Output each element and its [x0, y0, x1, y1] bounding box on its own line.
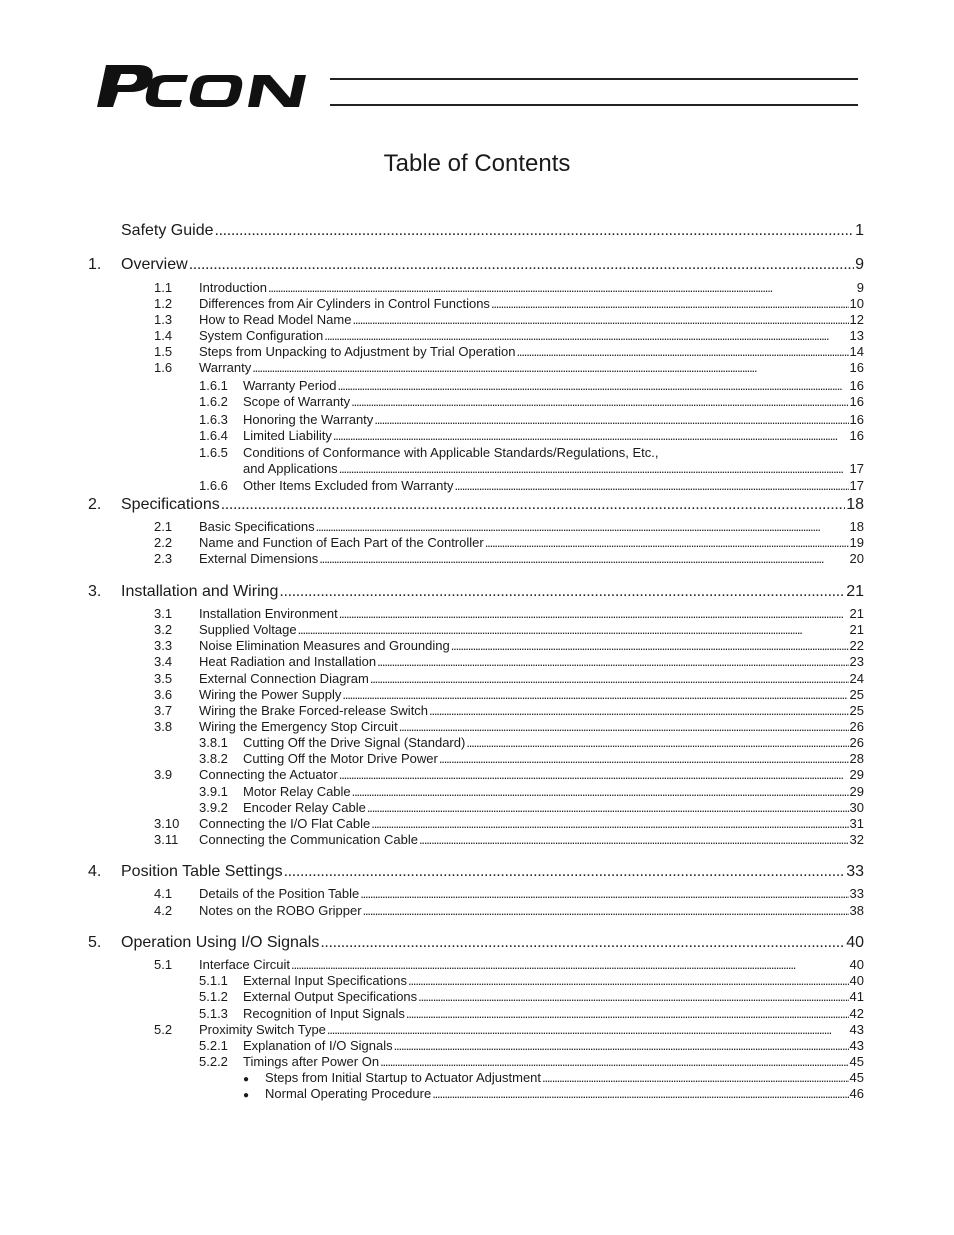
toc-entry-title: External Connection Diagram — [199, 671, 369, 686]
toc-entry-page: 19 — [849, 535, 864, 550]
toc-entry-number: 3.8 — [154, 719, 173, 734]
dot-leader — [339, 461, 849, 476]
toc-entry[interactable] — [154, 1022, 864, 1037]
toc-entry-title: Cutting Off the Drive Signal (Standard) — [243, 735, 466, 750]
toc-entry-page: 25 — [849, 687, 864, 702]
dot-leader — [279, 583, 845, 601]
toc-entry[interactable] — [154, 671, 864, 686]
toc-entry-title: Normal Operating Procedure — [265, 1086, 432, 1101]
toc-entry-title: Differences from Air Cylinders in Control Functions — [199, 296, 490, 311]
toc-entry-title: Steps from Unpacking to Adjustment by Trial Operation — [199, 344, 516, 359]
toc-entry-page: 18 — [849, 519, 864, 534]
toc-entry[interactable] — [154, 280, 864, 295]
dot-leader — [360, 886, 848, 901]
toc-entry-number: 3.3 — [154, 638, 173, 653]
toc-entry-number: 4. — [88, 863, 102, 880]
toc-entry[interactable] — [88, 863, 864, 881]
toc-entry-number: 1.6.2 — [199, 394, 228, 409]
toc-entry-page: 33 — [846, 863, 864, 880]
dot-leader — [327, 1022, 849, 1037]
toc-entry[interactable] — [199, 1006, 864, 1021]
toc-entry-number: 3.8.1 — [199, 735, 228, 750]
toc-entry-title: Encoder Relay Cable — [243, 800, 366, 815]
toc-entry-number: 3.4 — [154, 654, 173, 669]
toc-entry-title: Connecting the Communication Cable — [199, 832, 418, 847]
toc-entry-number: 5.1.1 — [199, 973, 228, 988]
toc-entry[interactable] — [154, 328, 864, 343]
toc-entry-title: Wiring the Brake Forced-release Switch — [199, 703, 429, 718]
dot-leader — [370, 671, 849, 686]
toc-entry[interactable] — [199, 1038, 864, 1053]
toc-entry-title: External Dimensions — [199, 551, 319, 566]
toc-entry-title: Installation Environment — [199, 606, 338, 621]
toc-entry-title: Explanation of I/O Signals — [243, 1038, 393, 1053]
toc-entry[interactable] — [154, 767, 864, 782]
toc-entry[interactable] — [88, 256, 864, 274]
toc-entry-number: 1.6.4 — [199, 428, 228, 443]
toc-entry[interactable] — [199, 800, 864, 815]
toc-entry-number: 5.1 — [154, 957, 173, 972]
toc-entry-number: 3.8.2 — [199, 751, 228, 766]
toc-entry-title: Noise Elimination Measures and Grounding — [199, 638, 450, 653]
bullet-icon: ● — [243, 1074, 250, 1085]
toc-entry-number: 2.2 — [154, 535, 173, 550]
toc-entry-number: 3.2 — [154, 622, 173, 637]
dot-leader — [342, 687, 848, 702]
toc-entry-page: 9 — [855, 256, 864, 273]
toc-entry[interactable] — [154, 638, 864, 653]
toc-entry-number: 5.2.2 — [199, 1054, 228, 1069]
toc-entry-title: Limited Liability — [243, 428, 332, 443]
toc-entry-title: Warranty — [199, 360, 252, 375]
toc-entry-title: Installation and Wiring — [121, 583, 279, 600]
toc-entry-title: and Applications — [243, 461, 338, 476]
toc-entry[interactable] — [199, 478, 864, 493]
toc-entry-title: Connecting the Actuator — [199, 767, 338, 782]
toc-entry[interactable] — [243, 1070, 864, 1085]
toc-entry[interactable] — [154, 687, 864, 702]
toc-entry-number: 1.6.6 — [199, 478, 228, 493]
toc-entry-title: Conditions of Conformance with Applicable Standards/Regulations, Etc., — [243, 445, 659, 460]
dot-leader — [291, 957, 848, 972]
dot-leader — [324, 328, 848, 343]
toc-entry-title: Notes on the ROBO Gripper — [199, 903, 362, 918]
toc-entry-title: Recognition of Input Signals — [243, 1006, 405, 1021]
toc-entry[interactable] — [199, 394, 864, 409]
dot-leader — [298, 622, 849, 637]
dot-leader — [221, 496, 845, 514]
toc-entry-title: Operation Using I/O Signals — [121, 934, 320, 951]
toc-entry-page: 33 — [849, 886, 864, 901]
toc-entry-page: 25 — [849, 703, 864, 718]
dot-leader — [419, 832, 849, 847]
toc-entry-number: 5.1.3 — [199, 1006, 228, 1021]
toc-entry-title: Basic Specifications — [199, 519, 315, 534]
toc-entry-number: 1.2 — [154, 296, 173, 311]
toc-entry-number: 5. — [88, 934, 102, 951]
dot-leader — [408, 973, 848, 988]
toc-entry-number: 1.6.5 — [199, 445, 228, 460]
toc-entry-number: 1.6.1 — [199, 378, 228, 393]
toc-entry[interactable] — [88, 222, 864, 240]
toc-entry-number: 5.2 — [154, 1022, 173, 1037]
toc-entry-page: 32 — [849, 832, 864, 847]
dot-leader — [491, 296, 849, 311]
toc-entry[interactable] — [154, 832, 864, 847]
toc-entry-title: Motor Relay Cable — [243, 784, 351, 799]
toc-entry-page: 14 — [849, 344, 864, 359]
toc-entry-title: Overview — [121, 256, 188, 273]
toc-entry[interactable] — [154, 703, 864, 718]
dot-leader — [367, 800, 849, 815]
toc-entry[interactable] — [154, 344, 864, 359]
toc-entry-title: Introduction — [199, 280, 267, 295]
toc-entry-title: Steps from Initial Startup to Actuator Adjustment — [265, 1070, 542, 1085]
toc-entry-page: 42 — [849, 1006, 864, 1021]
toc-entry-page: 29 — [849, 767, 864, 782]
toc-entry-title: Heat Radiation and Installation — [199, 654, 377, 669]
toc-entry[interactable] — [88, 583, 864, 601]
toc-entry-page: 46 — [849, 1086, 864, 1101]
dot-leader — [394, 1038, 849, 1053]
toc-entry-page: 22 — [849, 638, 864, 653]
toc-entry[interactable] — [154, 360, 864, 375]
toc-entry-page: 31 — [849, 816, 864, 831]
toc-entry-title: Details of the Position Table — [199, 886, 360, 901]
toc-entry-page: 28 — [849, 751, 864, 766]
dot-leader — [380, 1054, 848, 1069]
toc-entry[interactable] — [154, 622, 864, 637]
toc-entry[interactable] — [243, 461, 864, 476]
toc-entry[interactable] — [154, 816, 864, 831]
toc-entry-title: External Input Specifications — [243, 973, 408, 988]
toc-entry-title: Safety Guide — [121, 222, 214, 239]
toc-entry-page: 16 — [849, 360, 864, 375]
toc-entry-title: Warranty Period — [243, 378, 337, 393]
toc-entry[interactable] — [154, 957, 864, 972]
toc-entry-page: 13 — [849, 328, 864, 343]
toc-entry-number: 2. — [88, 496, 102, 513]
toc-entry-page: 20 — [849, 551, 864, 566]
toc-entry-number: 1.6.3 — [199, 412, 228, 427]
toc-entry-number: 1.5 — [154, 344, 173, 359]
dot-leader — [542, 1070, 849, 1085]
toc-entry-page: 21 — [849, 622, 864, 637]
dot-leader — [268, 280, 856, 295]
toc-entry[interactable] — [199, 1054, 864, 1069]
toc-entry-page: 1 — [855, 222, 864, 239]
toc-entry-number: 1.4 — [154, 328, 173, 343]
toc-entry-page: 26 — [849, 735, 864, 750]
toc-entry[interactable] — [199, 973, 864, 988]
toc-entry-title: Other Items Excluded from Warranty — [243, 478, 454, 493]
toc-entry-page: 16 — [849, 412, 864, 427]
toc-entry-page: 29 — [849, 784, 864, 799]
toc-entry-page: 24 — [849, 671, 864, 686]
toc-entry-title: System Configuration — [199, 328, 324, 343]
toc-entry[interactable] — [88, 496, 864, 514]
toc-entry[interactable] — [154, 312, 864, 327]
dot-leader — [429, 703, 849, 718]
toc-entry-number: 2.3 — [154, 551, 173, 566]
toc-entry[interactable] — [154, 606, 864, 621]
toc-entry-page: 45 — [849, 1070, 864, 1085]
toc-entry[interactable] — [154, 654, 864, 669]
toc-entry-number: 3.6 — [154, 687, 173, 702]
toc-entry-number: 3.11 — [154, 832, 179, 847]
toc-entry-title: Honoring the Warranty — [243, 412, 374, 427]
toc-entry-page: 38 — [849, 903, 864, 918]
toc-entry-page: 21 — [846, 583, 864, 600]
toc-entry[interactable] — [199, 751, 864, 766]
dot-leader — [337, 378, 848, 393]
toc-entry-number: 4.2 — [154, 903, 173, 918]
dot-leader — [517, 344, 849, 359]
toc-entry-number: 5.2.1 — [199, 1038, 228, 1053]
toc-entry-page: 30 — [849, 800, 864, 815]
dot-leader — [374, 412, 848, 427]
toc-entry-page: 17 — [849, 478, 864, 493]
toc-entry[interactable] — [199, 378, 864, 393]
dot-leader — [352, 784, 849, 799]
dot-leader — [485, 535, 849, 550]
dot-leader — [439, 751, 849, 766]
dot-leader — [339, 767, 849, 782]
toc-entry[interactable] — [154, 551, 864, 566]
toc-entry[interactable] — [154, 719, 864, 734]
dot-leader — [352, 312, 848, 327]
toc-entry-page: 12 — [849, 312, 864, 327]
toc-entry-title: Name and Function of Each Part of the Controller — [199, 535, 484, 550]
dot-leader — [363, 903, 849, 918]
bullet-icon: ● — [243, 1090, 250, 1101]
toc-entry[interactable] — [243, 1086, 864, 1101]
toc-entry-title: How to Read Model Name — [199, 312, 352, 327]
toc-entry-number: 4.1 — [154, 886, 173, 901]
toc-entry-number: 3.9.1 — [199, 784, 228, 799]
toc-entry-page: 9 — [856, 280, 864, 295]
toc-entry-number: 3.9 — [154, 767, 173, 782]
toc-entry-title: Proximity Switch Type — [199, 1022, 326, 1037]
toc-entry-number: 2.1 — [154, 519, 173, 534]
toc-entry-page: 21 — [849, 606, 864, 621]
toc-entry-page: 16 — [849, 394, 864, 409]
toc-entry[interactable] — [199, 735, 864, 750]
dot-leader — [418, 989, 848, 1004]
toc-entry-title: Interface Circuit — [199, 957, 291, 972]
dot-leader — [466, 735, 848, 750]
dot-leader — [339, 606, 849, 621]
toc-entry-title: Cutting Off the Motor Drive Power — [243, 751, 438, 766]
page-title: Table of Contents — [383, 150, 571, 177]
dot-leader — [406, 1006, 849, 1021]
toc-entry-number: 5.1.2 — [199, 989, 228, 1004]
toc-entry-number: 3. — [88, 583, 102, 600]
toc-entry-page: 40 — [846, 934, 864, 951]
dot-leader — [320, 934, 845, 952]
dot-leader — [377, 654, 848, 669]
toc-entry-number: 3.10 — [154, 816, 180, 831]
toc-entry[interactable] — [199, 989, 864, 1004]
toc-entry[interactable] — [154, 519, 864, 534]
dot-leader — [284, 863, 846, 881]
dot-leader — [451, 638, 849, 653]
dot-leader — [316, 519, 849, 534]
toc-entry-number: 3.7 — [154, 703, 173, 718]
toc-entry-title: Connecting the I/O Flat Cable — [199, 816, 371, 831]
toc-entry[interactable] — [88, 934, 864, 952]
dot-leader — [399, 719, 849, 734]
toc-entry-title: Scope of Warranty — [243, 394, 351, 409]
toc-entry-page: 41 — [849, 989, 864, 1004]
toc-entry-title: Position Table Settings — [121, 863, 283, 880]
toc-entry-page: 43 — [849, 1038, 864, 1053]
toc-entry-title: Supplied Voltage — [199, 622, 297, 637]
toc-entry[interactable] — [154, 296, 864, 311]
toc-entry[interactable] — [199, 445, 864, 460]
dot-leader — [252, 360, 848, 375]
toc-entry-number: 1.3 — [154, 312, 173, 327]
toc-entry-title: Timings after Power On — [243, 1054, 380, 1069]
toc-entry-page: 40 — [849, 973, 864, 988]
dot-leader — [454, 478, 848, 493]
toc-entry-page: 40 — [849, 957, 864, 972]
toc-entry-title: Wiring the Emergency Stop Circuit — [199, 719, 398, 734]
toc-entry-number: 1.6 — [154, 360, 173, 375]
toc-entry[interactable] — [199, 784, 864, 799]
toc-entry-page: 45 — [849, 1054, 864, 1069]
toc-entry-page: 23 — [849, 654, 864, 669]
toc-entry-page: 43 — [849, 1022, 864, 1037]
toc-entry-page: 17 — [849, 461, 864, 476]
toc-entry-number: 1. — [88, 256, 102, 273]
toc-entry-title: External Output Specifications — [243, 989, 418, 1004]
dot-leader — [189, 256, 854, 274]
toc-entry-title: Specifications — [121, 496, 220, 513]
toc-entry-page: 18 — [846, 496, 864, 513]
dot-leader — [432, 1086, 848, 1101]
toc-entry[interactable] — [154, 535, 864, 550]
toc-entry-page: 26 — [849, 719, 864, 734]
toc-entry-page: 10 — [849, 296, 864, 311]
toc-entry-page: 16 — [849, 378, 864, 393]
toc-entry-page: 16 — [849, 428, 864, 443]
dot-leader — [371, 816, 848, 831]
toc-entry-number: 1.1 — [154, 280, 173, 295]
dot-leader — [333, 428, 849, 443]
toc-entry-title: Wiring the Power Supply — [199, 687, 342, 702]
toc-entry-number: 3.1 — [154, 606, 173, 621]
toc-entry[interactable] — [199, 428, 864, 443]
toc-entry-number: 3.9.2 — [199, 800, 228, 815]
toc-entry[interactable] — [154, 886, 864, 901]
dot-leader — [351, 394, 848, 409]
toc-entry[interactable] — [154, 903, 864, 918]
toc-entry[interactable] — [199, 412, 864, 427]
dot-leader — [215, 222, 855, 240]
toc-entry-number: 3.5 — [154, 671, 173, 686]
dot-leader — [319, 551, 848, 566]
